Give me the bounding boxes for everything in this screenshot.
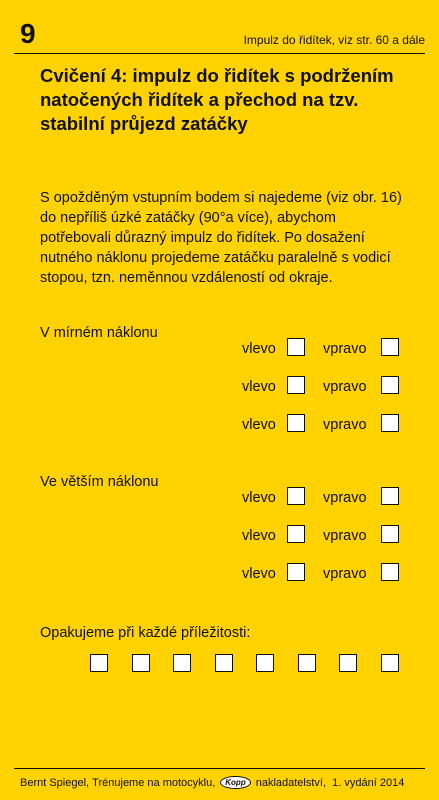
- option-label-left: vlevo: [242, 490, 276, 506]
- option-row: [0, 338, 439, 360]
- exercise-title: Cvičení 4: impulz do řidítek s podržením natočených řidítek a přechod na tzv. stabilní průjezd zatáčky: [40, 65, 394, 134]
- checkbox-right[interactable]: [381, 338, 399, 356]
- checkbox-right[interactable]: [381, 525, 399, 543]
- option-row: [0, 525, 439, 547]
- option-row: [0, 487, 439, 509]
- option-row: [0, 414, 439, 436]
- checkbox-left[interactable]: [287, 376, 305, 394]
- option-label-right: vpravo: [323, 341, 367, 357]
- repeat-checkbox-row: [0, 654, 439, 676]
- footer-publisher: nakladatelství,: [255, 776, 327, 789]
- section-label-mild-lean: V mírném náklonu: [40, 325, 158, 341]
- option-label-right: vpravo: [323, 379, 367, 395]
- checkbox-right[interactable]: [381, 487, 399, 505]
- header-rule: [14, 53, 425, 54]
- repeat-checkbox[interactable]: [256, 654, 274, 672]
- option-label-left: vlevo: [242, 417, 276, 433]
- footer-author: Bernt Spiegel,: [20, 776, 90, 789]
- option-label-left: vlevo: [242, 566, 276, 582]
- intro-paragraph: S opožděným vstupním bodem si najedeme (viz obr. 16) do nepříliš úzké zatáčky (90°a více), abychom potřebovali důrazný impulz do řidítek. Po dosažení nutného náklonu projedeme zatáčku paralelně s vodicí stopou, tzn. neměnnou vzdáleností od okraje.: [40, 190, 402, 286]
- repeat-label: Opakujeme při každé příležitosti:: [40, 625, 251, 641]
- footer-edition: 1. vydání 2014: [332, 776, 405, 789]
- checkbox-right[interactable]: [381, 563, 399, 581]
- checkbox-right[interactable]: [381, 376, 399, 394]
- repeat-checkbox[interactable]: [339, 654, 357, 672]
- publisher-logo: Kopp: [220, 776, 250, 789]
- footer-rule: [14, 768, 425, 769]
- option-label-right: vpravo: [323, 566, 367, 582]
- repeat-checkbox[interactable]: [215, 654, 233, 672]
- option-label-right: vpravo: [323, 417, 367, 433]
- checkbox-left[interactable]: [287, 563, 305, 581]
- footer: [20, 776, 404, 789]
- option-label-left: vlevo: [242, 341, 276, 357]
- repeat-checkbox[interactable]: [132, 654, 150, 672]
- option-label-left: vlevo: [242, 528, 276, 544]
- option-row: [0, 376, 439, 398]
- repeat-checkbox[interactable]: [381, 654, 399, 672]
- header-reference: Impulz do řidítek, viz str. 60 a dále: [243, 33, 425, 47]
- option-label-left: vlevo: [242, 379, 276, 395]
- footer-book: Trénujeme na motocyklu,: [92, 776, 216, 789]
- option-label-right: vpravo: [323, 528, 367, 544]
- checkbox-left[interactable]: [287, 338, 305, 356]
- option-label-right: vpravo: [323, 490, 367, 506]
- checkbox-right[interactable]: [381, 414, 399, 432]
- option-row: [0, 563, 439, 585]
- checkbox-left[interactable]: [287, 487, 305, 505]
- repeat-checkbox[interactable]: [298, 654, 316, 672]
- repeat-checkbox[interactable]: [173, 654, 191, 672]
- checkbox-left[interactable]: [287, 525, 305, 543]
- repeat-checkbox[interactable]: [90, 654, 108, 672]
- checkbox-left[interactable]: [287, 414, 305, 432]
- section-label-greater-lean: Ve větším náklonu: [40, 474, 159, 490]
- page-number: 9: [20, 18, 36, 49]
